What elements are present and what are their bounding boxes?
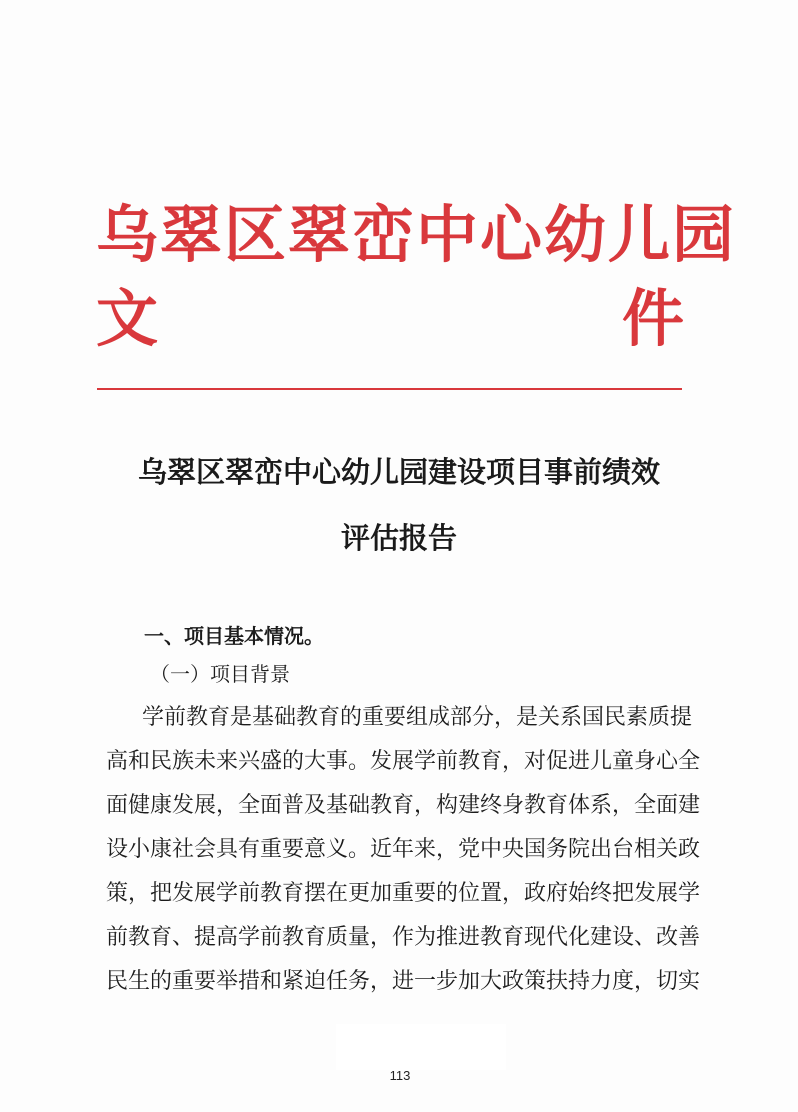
paragraph-line-6: 前教育、提高学前教育质量，作为推进教育现代化建设、改善 <box>106 925 701 950</box>
header-word-left: 文 <box>96 282 161 355</box>
page-number: 113 <box>389 1068 411 1083</box>
paragraph-line-2: 高和民族未来兴盛的大事。发展学前教育，对促进儿童身心全 <box>106 749 701 774</box>
subsection-heading: （一）项目背景 <box>150 662 290 686</box>
header-word-right: 件 <box>621 282 686 355</box>
header-red-rule <box>97 388 682 390</box>
section-heading: 一、项目基本情况。 <box>144 624 324 648</box>
paragraph-line-5: 策，把发展学前教育摆在更加重要的位置，政府始终把发展学 <box>106 881 701 906</box>
paragraph-line-1: 学前教育是基础教育的重要组成部分，是关系国民素质提 <box>142 705 693 730</box>
document-title-line-1: 乌翠区翠峦中心幼儿园建设项目事前绩效 <box>137 455 660 489</box>
header-document-word <box>96 284 686 354</box>
paragraph-line-3: 面健康发展，全面普及基础教育，构建终身教育体系，全面建 <box>106 793 701 818</box>
header-organization-name: 乌翠区翠峦中心幼儿园 <box>96 198 737 271</box>
paragraph-line-7: 民生的重要举措和紧迫任务，进一步加大政策扶持力度，切实 <box>106 969 701 994</box>
paragraph-line-4: 设小康社会具有重要意义。近年来，党中央国务院出台相关政 <box>106 837 701 862</box>
footer-blank-area <box>336 1024 506 1070</box>
document-title-line-2: 评估报告 <box>340 521 457 555</box>
